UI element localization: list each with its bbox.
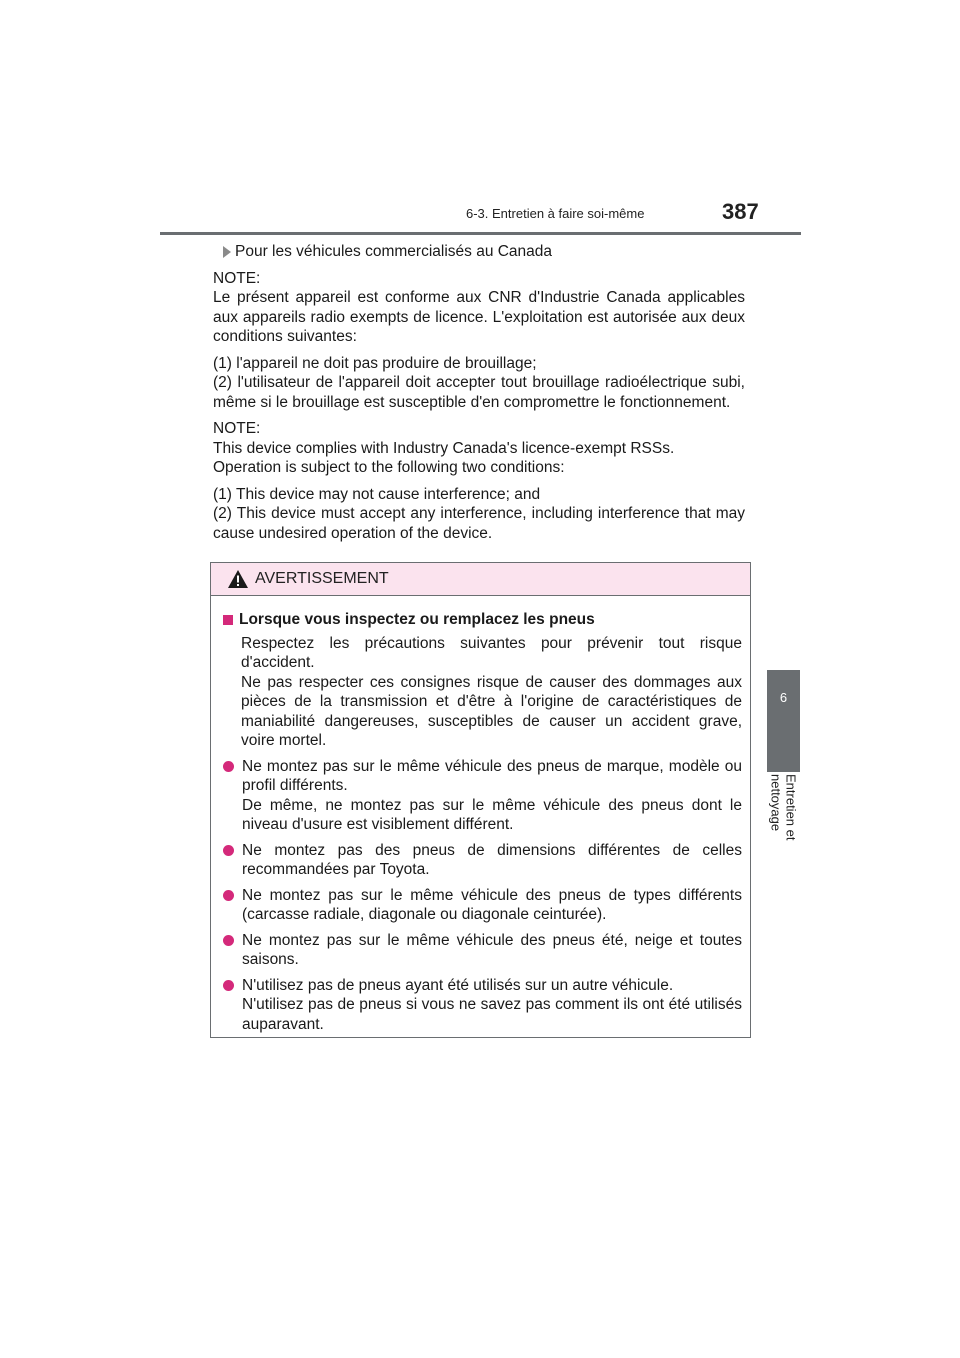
- warning-intro-2: Ne pas respecter ces consignes risque de causer des dommages aux pièces de la transmission et d'être à l'origine de caractéristiques de maniabilité dangereuses, susceptibles de causer un accident grave, voire mortel.: [241, 673, 742, 749]
- warning-heading: [223, 610, 742, 630]
- warning-bullet: [223, 757, 742, 835]
- warning-body: [211, 596, 750, 1034]
- chapter-label: Entretien et nettoyage: [768, 774, 799, 841]
- fr-note-text: Le présent appareil est conforme aux CNR d'Industrie Canada applicables aux appareils radio exempts de licence. L'exploitation est autorisée aux deux conditions suivantes:: [213, 289, 745, 345]
- warning-triangle-icon: [227, 569, 249, 589]
- en-note-line-2: Operation is subject to the following two conditions:: [213, 459, 565, 476]
- square-bullet-icon: [223, 615, 233, 625]
- region-item: [213, 242, 745, 262]
- warning-bullet: [223, 841, 742, 880]
- bullet-line: Ne montez pas sur le même véhicule des pneus été, neige et toutes saisons.: [242, 931, 742, 968]
- warning-title: AVERTISSEMENT: [255, 570, 389, 587]
- page-number: 387: [722, 199, 759, 224]
- bullet-line: De même, ne montez pas sur le même véhicule des pneus dont le niveau d'usure est visiblement différent.: [242, 796, 742, 833]
- warning-bullet: [223, 886, 742, 925]
- en-condition-2: (2) This device must accept any interference, including interference that may cause undesired operation of the device.: [213, 505, 745, 542]
- bullet-line: Ne montez pas sur le même véhicule des pneus de types différents (carcasse radiale, diagonale ou diagonale ceinturée).: [242, 886, 742, 923]
- warning-heading-text: Lorsque vous inspectez ou remplacez les pneus: [239, 611, 595, 628]
- fr-conditions: [213, 354, 745, 413]
- bullet-line: Ne montez pas des pneus de dimensions différentes de celles recommandées par Toyota.: [242, 841, 742, 878]
- en-conditions: [213, 485, 745, 544]
- fr-note-label: NOTE:: [213, 269, 261, 287]
- warning-bullet: [223, 931, 742, 970]
- warning-header: [211, 563, 750, 596]
- bullet-line: N'utilisez pas de pneus ayant été utilisés sur un autre véhicule.: [242, 976, 674, 994]
- header-rule: [160, 232, 801, 235]
- fr-note: [213, 269, 745, 347]
- main-content: [213, 242, 745, 550]
- en-condition-1: (1) This device may not cause interference; and: [213, 485, 541, 503]
- section-title: 6-3. Entretien à faire soi-même: [466, 206, 645, 221]
- bullet-dot-icon: [223, 980, 234, 991]
- en-note-line-1: This device complies with Industry Canada's licence-exempt RSSs.: [213, 439, 675, 457]
- en-note-label: NOTE:: [213, 420, 261, 437]
- fr-condition-1: (1) l'appareil ne doit pas produire de brouillage;: [213, 354, 537, 372]
- bullet-dot-icon: [223, 761, 234, 772]
- region-item-text: Pour les véhicules commercialisés au Canada: [235, 243, 553, 260]
- warning-box: [210, 562, 751, 1038]
- warning-intro-1: Respectez les précautions suivantes pour prévenir tout risque d'accident.: [241, 634, 742, 671]
- warning-bullets: [223, 757, 742, 1035]
- bullet-line: N'utilisez pas de pneus si vous ne savez pas comment ils ont été utilisés auparavant.: [242, 996, 742, 1033]
- chapter-tab: [767, 670, 800, 772]
- warning-intro: [223, 634, 742, 751]
- bullet-dot-icon: [223, 935, 234, 946]
- bullet-dot-icon: [223, 890, 234, 901]
- fr-condition-2: (2) l'utilisateur de l'appareil doit accepter tout brouillage radioélectrique subi, même si le brouillage est susceptible d'en compromettre le fonctionnement.: [213, 374, 745, 411]
- en-note: [213, 419, 745, 478]
- bullet-dot-icon: [223, 845, 234, 856]
- warning-bullet: [223, 976, 742, 1035]
- bullet-line: Ne montez pas sur le même véhicule des pneus de marque, modèle ou profil différents.: [242, 757, 742, 794]
- chapter-number: 6: [779, 690, 788, 705]
- arrow-icon: [223, 246, 231, 258]
